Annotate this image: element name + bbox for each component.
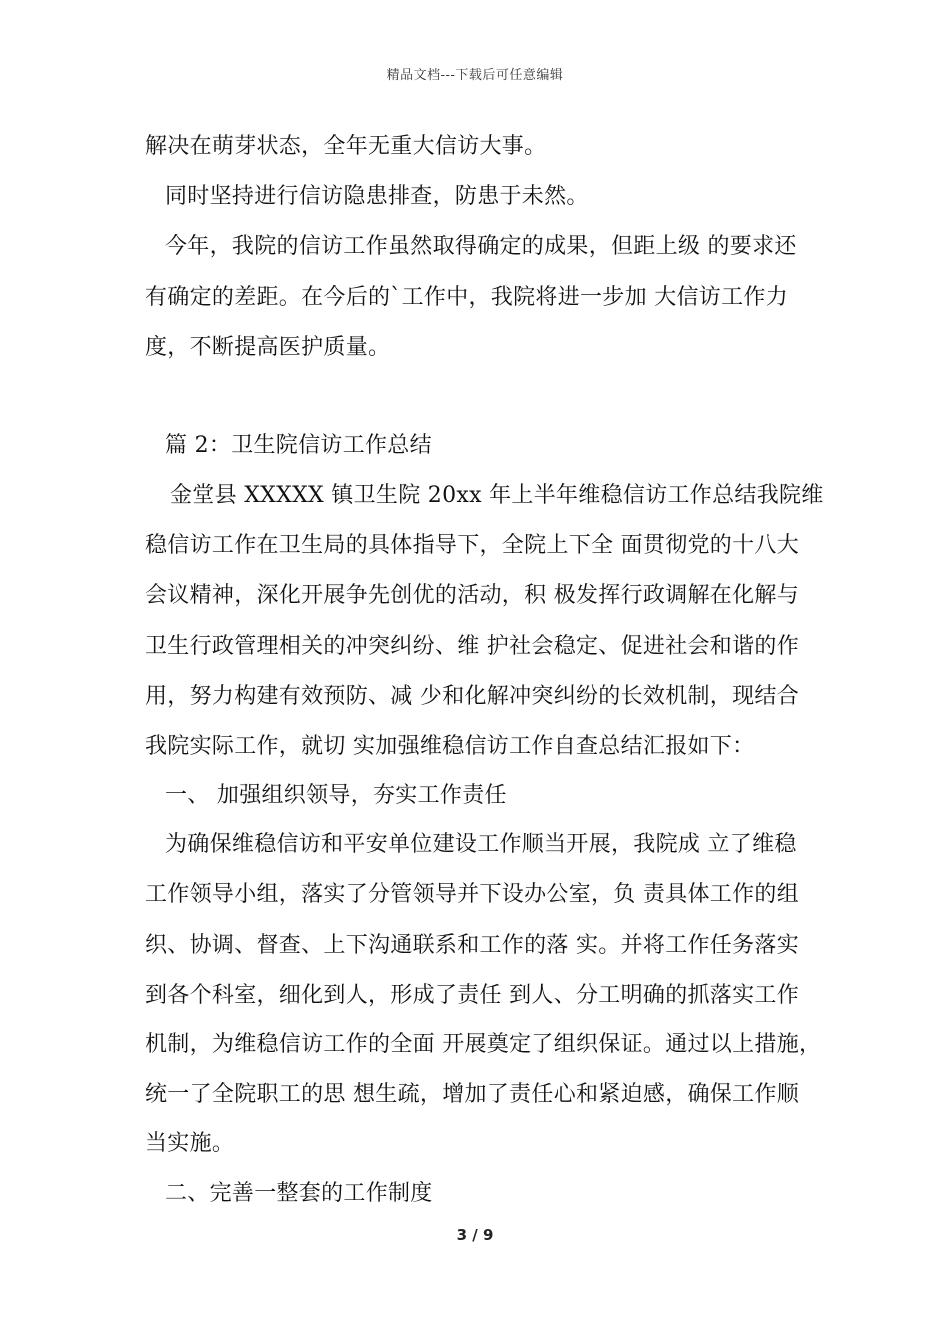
body-line-10: 卫生行政管理相关的冲突纠纷、维 护社会稳定、促进社会和谐的作 xyxy=(145,634,799,659)
page-header: 精品文档---下载后可任意编辑 xyxy=(386,68,564,83)
body-line-12: 我院实际工作，就切 实加强维稳信访工作自查总结汇报如下： xyxy=(145,734,755,759)
body-line-18: 机制，为维稳信访工作的全面 开展奠定了组织保证。通过以上措施， xyxy=(145,1032,822,1057)
body-line-14: 为确保维稳信访和平安单位建设工作顺当开展，我院成 立了维稳 xyxy=(165,832,797,857)
section-title: 篇 2：卫生院信访工作总结 xyxy=(165,433,432,458)
body-line-16: 织、协调、督查、上下沟通联系和工作的落 实。并将工作任务落实 xyxy=(145,933,799,958)
body-line-11: 用，努力构建有效预防、减 少和化解冲突纠纷的长效机制，现结合 xyxy=(145,684,799,709)
subheading-2: 二、完善一整套的工作制度 xyxy=(165,1181,433,1206)
body-line-5: 度，不断提高医护质量。 xyxy=(145,335,391,360)
body-line-7: 金堂县 XXXXX 镇卫生院 20xx 年上半年维稳信访工作总结我院维 xyxy=(170,483,824,508)
page-number: 3 / 9 xyxy=(456,1226,494,1244)
body-line-15: 工作领导小组，落实了分管领导并下设办公室，负 责具体工作的组 xyxy=(145,882,799,907)
body-line-2: 同时坚持进行信访隐患排查，防患于未然。 xyxy=(165,184,589,209)
body-line-17: 到各个科室，细化到人，形成了责任 到人、分工明确的抓落实工作 xyxy=(145,983,799,1008)
body-line-19: 统一了全院职工的思 想生疏，增加了责任心和紧迫感，确保工作顺 xyxy=(145,1082,799,1107)
body-line-20: 当实施。 xyxy=(145,1131,235,1156)
body-line-1: 解决在萌芽状态，全年无重大信访大事。 xyxy=(145,134,547,159)
body-line-4: 有确定的差距。在今后的`工作中，我院将进一步加 大信访工作力 xyxy=(145,285,788,310)
body-line-8: 稳信访工作在卫生局的具体指导下，全院上下全 面贯彻党的十八大 xyxy=(145,533,799,558)
body-line-3: 今年，我院的信访工作虽然取得确定的成果，但距上级 的要求还 xyxy=(165,234,797,259)
body-line-9: 会议精神，深化开展争先创优的活动，积 极发挥行政调解在化解与 xyxy=(145,583,799,608)
subheading-1: 一、 加强组织领导，夯实工作责任 xyxy=(165,783,507,808)
